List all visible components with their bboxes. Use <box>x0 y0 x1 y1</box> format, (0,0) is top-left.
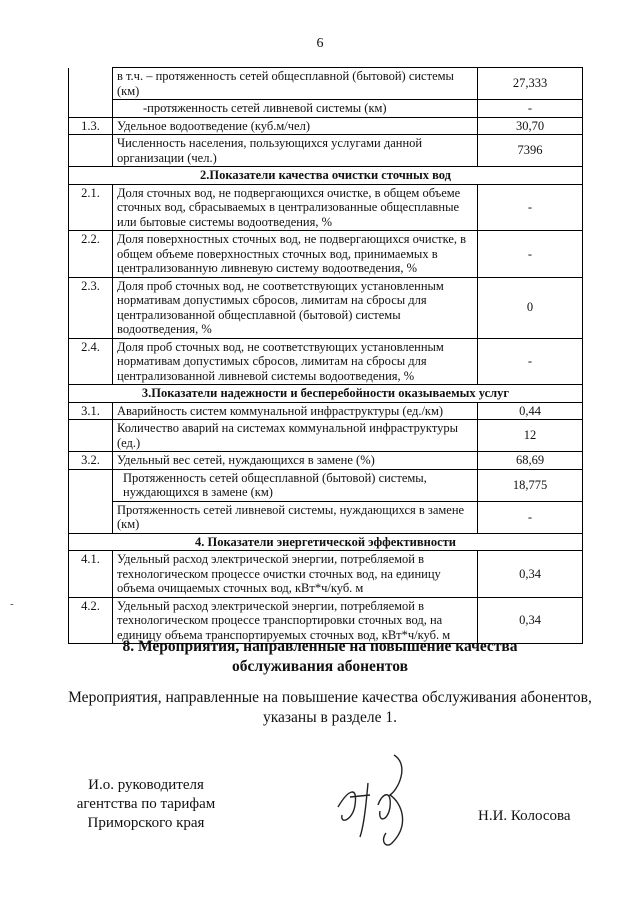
row-value: 7396 <box>478 135 583 167</box>
table-row <box>69 231 583 278</box>
table-row <box>69 135 583 167</box>
signatory-line3: Приморского края <box>87 815 205 831</box>
row-value: 30,70 <box>478 117 583 135</box>
row-description: Протяженность сетей общесплавной (бытовой) системы, нуждающихся в замене (км) <box>113 469 478 501</box>
row-value: - <box>478 184 583 231</box>
row-number <box>69 501 113 533</box>
margin-mark: - <box>10 598 14 610</box>
handwritten-signature <box>320 745 430 855</box>
row-number: 4.2. <box>69 597 113 644</box>
row-description: Аварийность систем коммунальной инфраструктуры (ед./км) <box>113 402 478 420</box>
row-number: 4.1. <box>69 551 113 598</box>
row-number: 2.1. <box>69 184 113 231</box>
row-description: Доля проб сточных вод, не соответствующих установленным нормативам допустимых сбросов, лимитам на сбросы для централизованной общесплавной (бытовой) системы водоотведения, % <box>113 277 478 338</box>
row-number <box>69 100 113 118</box>
table-row <box>69 420 583 452</box>
section-header-text: 2.Показатели качества очистки сточных вод <box>69 167 583 185</box>
row-value: - <box>478 100 583 118</box>
signatory-position <box>66 776 226 833</box>
section-8-body <box>60 688 600 728</box>
table-row <box>69 551 583 598</box>
indicators-table-body <box>69 68 583 644</box>
row-description: Удельное водоотведение (куб.м/чел) <box>113 117 478 135</box>
row-value: 18,775 <box>478 469 583 501</box>
table-row <box>69 68 583 100</box>
row-description: Удельный расход электрической энергии, потребляемой в технологическом процессе транспортировки сточных вод, на единицу объема транспортируемых сточных вод, кВт*ч/куб. м <box>113 597 478 644</box>
row-description: в т.ч. – протяженность сетей общесплавной (бытовой) системы (км) <box>113 68 478 100</box>
row-value: 0,44 <box>478 402 583 420</box>
row-description: -протяженность сетей ливневой системы (км) <box>113 100 478 118</box>
section-title-line1: 8. Мероприятия, направленные на повышение качества <box>122 638 518 655</box>
section-body-line1: Мероприятия, направленные на повышение качества обслуживания абонентов, <box>68 689 592 706</box>
row-value: 68,69 <box>478 452 583 470</box>
row-value: - <box>478 338 583 385</box>
row-number: 2.2. <box>69 231 113 278</box>
row-number: 3.1. <box>69 402 113 420</box>
table-section-header <box>69 167 583 185</box>
row-number: 2.4. <box>69 338 113 385</box>
row-description: Удельный расход электрической энергии, потребляемой в технологическом процессе очистки сточных вод, на единицу объема очищаемых сточных вод, кВт*ч/куб. м <box>113 551 478 598</box>
section-header-text: 4. Показатели энергетической эффективности <box>69 533 583 551</box>
signatory-line2: агентства по тарифам <box>76 796 216 812</box>
table-row <box>69 452 583 470</box>
section-8-title <box>0 637 640 677</box>
table-row <box>69 469 583 501</box>
row-number: 2.3. <box>69 277 113 338</box>
table-row <box>69 402 583 420</box>
section-body-line2: указаны в разделе 1. <box>262 709 398 726</box>
page-number: 6 <box>316 36 324 51</box>
row-value: 12 <box>478 420 583 452</box>
table-section-header <box>69 533 583 551</box>
row-number <box>69 420 113 452</box>
section-title-line2: обслуживания абонентов <box>232 658 408 675</box>
table-row <box>69 184 583 231</box>
table-row <box>69 338 583 385</box>
table-row <box>69 117 583 135</box>
row-value: 0 <box>478 277 583 338</box>
row-description: Доля поверхностных сточных вод, не подвергающихся очистке, в общем объеме поверхностных сточных вод, принимаемых в централизованную ливневую систему водоотведения, % <box>113 231 478 278</box>
row-number <box>69 68 113 100</box>
row-number: 1.3. <box>69 117 113 135</box>
row-description: Количество аварий на системах коммунальной инфраструктуры (ед.) <box>113 420 478 452</box>
row-number <box>69 469 113 501</box>
row-value: - <box>478 501 583 533</box>
row-description: Удельный вес сетей, нуждающихся в замене (%) <box>113 452 478 470</box>
table-section-header <box>69 385 583 403</box>
row-description: Протяженность сетей ливневой системы, нуждающихся в замене (км) <box>113 501 478 533</box>
row-description: Доля сточных вод, не подвергающихся очистке, в общем объеме сточных вод, сбрасываемых в централизованные общесплавные или бытовые системы водоотведения, % <box>113 184 478 231</box>
row-value: 0,34 <box>478 551 583 598</box>
row-value: - <box>478 231 583 278</box>
indicators-table <box>68 67 583 644</box>
table-row <box>69 277 583 338</box>
row-description: Доля проб сточных вод, не соответствующих установленным нормативам допустимых сбросов, лимитам на сбросы для централизованной ливневой системы водоотведения, % <box>113 338 478 385</box>
row-description: Численность населения, пользующихся услугами данной организации (чел.) <box>113 135 478 167</box>
row-value: 27,333 <box>478 68 583 100</box>
row-number <box>69 135 113 167</box>
table-row <box>69 501 583 533</box>
section-header-text: 3.Показатели надежности и бесперебойности оказываемых услуг <box>69 385 583 403</box>
table-row <box>69 100 583 118</box>
signatory-line1: И.о. руководителя <box>88 777 204 793</box>
signatory-name: Н.И. Колосова <box>478 808 571 824</box>
row-number: 3.2. <box>69 452 113 470</box>
row-value: 0,34 <box>478 597 583 644</box>
